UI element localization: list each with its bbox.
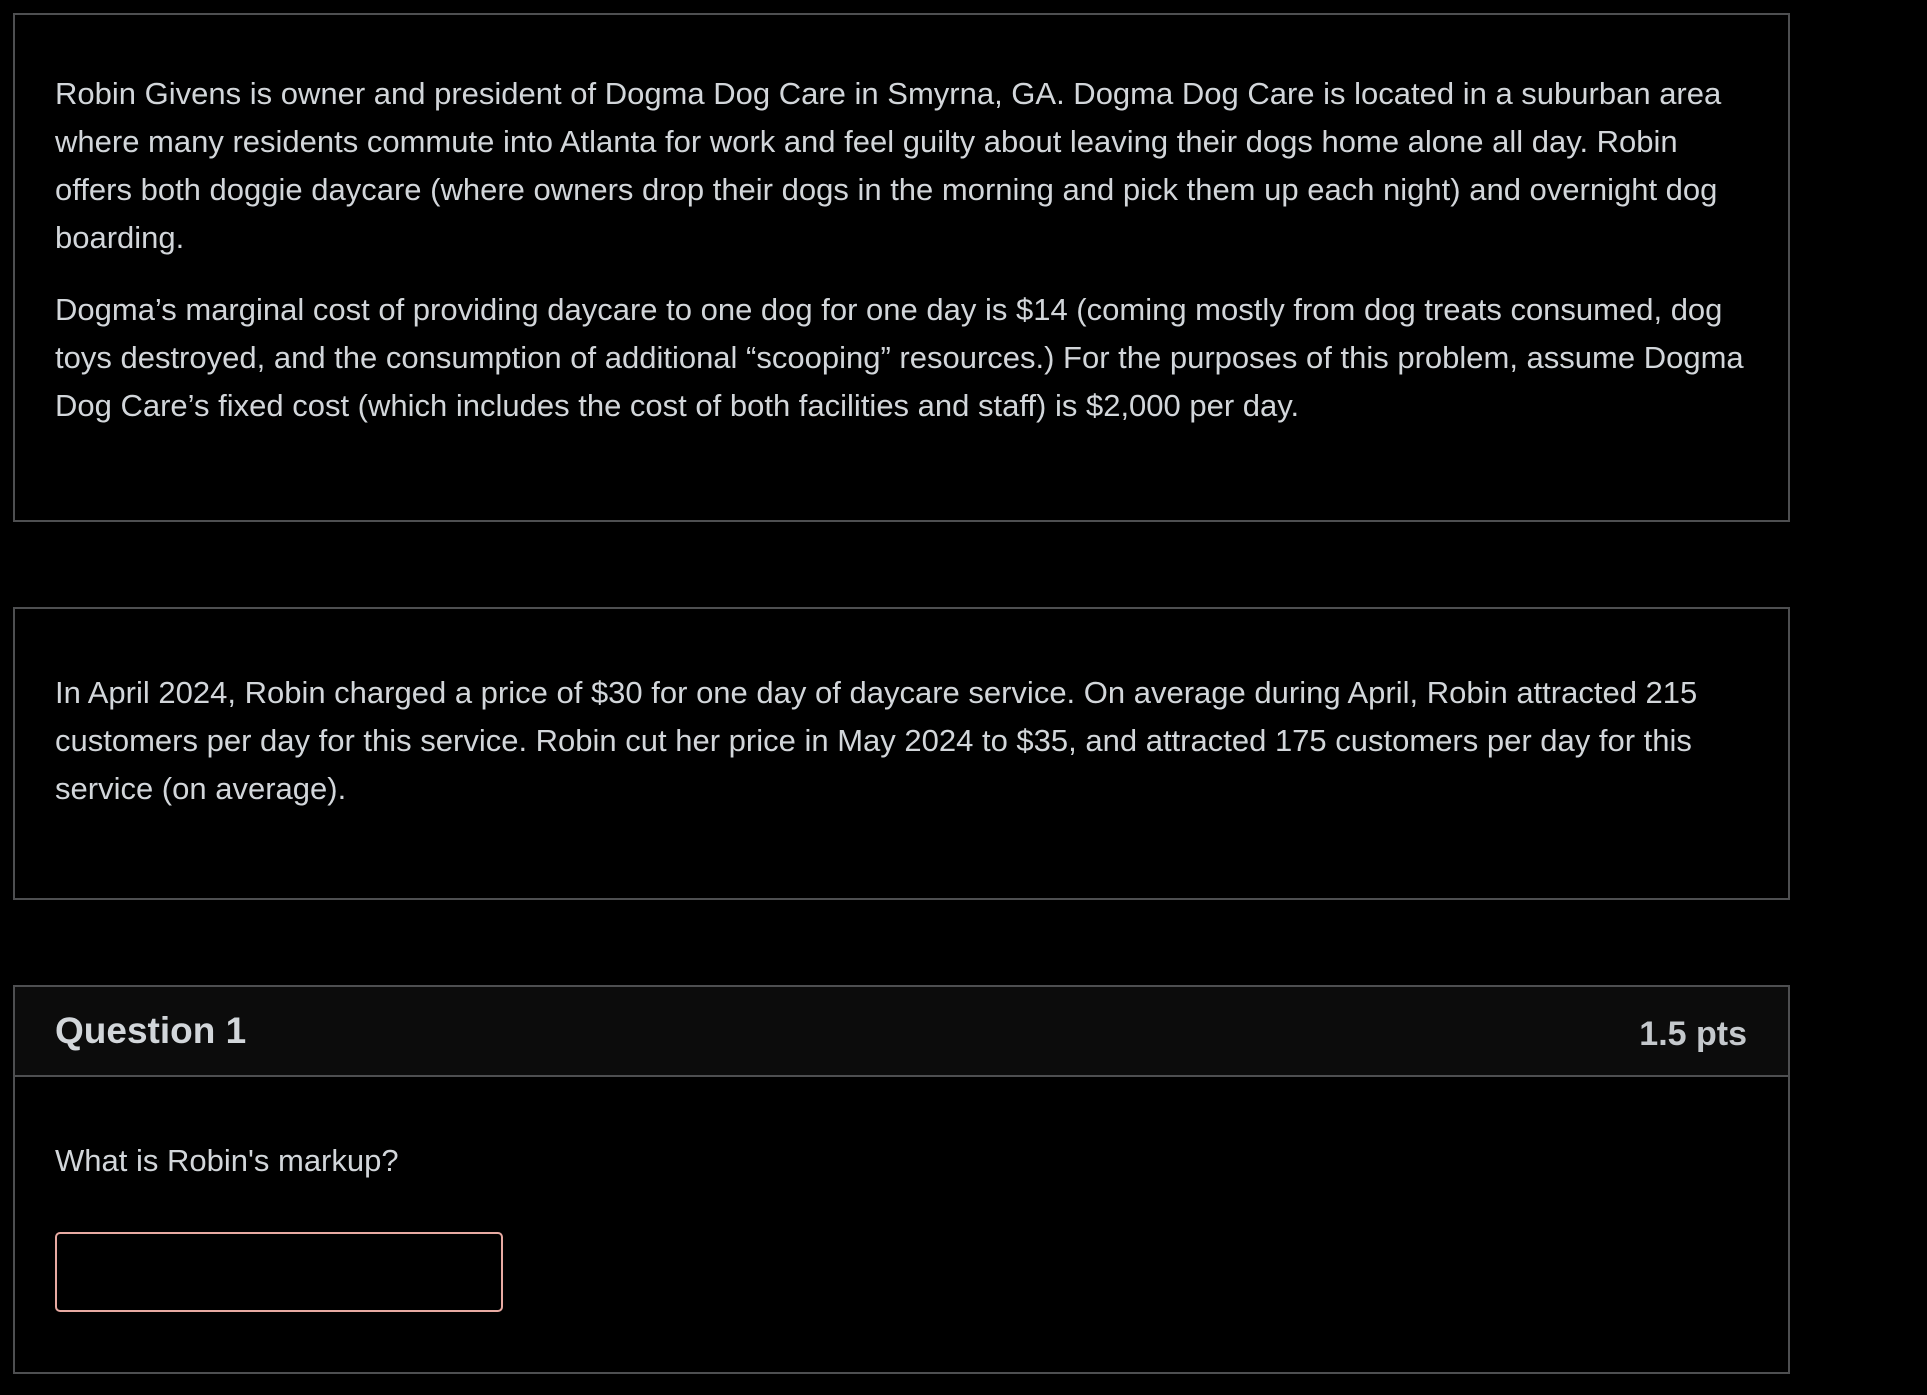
question-panel <box>13 985 1790 1374</box>
intro-paragraph-1: Robin Givens is owner and president of Dogma Dog Care in Smyrna, GA. Dogma Dog Care is located in a suburban area where many residents commute into Atlanta for work and feel guilty about leaving their dogs home alone all day. Robin offers both doggie daycare (where owners drop their dogs in the morning and pick them up each night) and overnight dog boarding. <box>55 76 1722 255</box>
intro-body <box>55 70 1748 430</box>
scenario-paragraph: In April 2024, Robin charged a price of $30 for one day of daycare service. On average during April, Robin attracted 215 customers per day for this service. Robin cut her price in May 2024 to $35, and attracted 175 customers per day for this service (on average). <box>55 675 1698 806</box>
scenario-body <box>55 669 1748 813</box>
answer-input[interactable] <box>55 1232 503 1312</box>
scenario-panel <box>13 607 1790 900</box>
question-title: Question 1 <box>55 1010 247 1051</box>
question-prompt: What is Robin's markup? <box>55 1143 399 1178</box>
intro-panel <box>13 13 1790 522</box>
question-header <box>15 987 1788 1077</box>
question-points: 1.5 pts <box>1639 1015 1747 1053</box>
intro-paragraph-2: Dogma’s marginal cost of providing daycare to one dog for one day is $14 (coming mostly from dog treats consumed, dog toys destroyed, and the consumption of additional “scooping” resources.) For the purposes of this problem, assume Dogma Dog Care’s fixed cost (which includes the cost of both facilities and staff) is $2,000 per day. <box>55 292 1744 423</box>
